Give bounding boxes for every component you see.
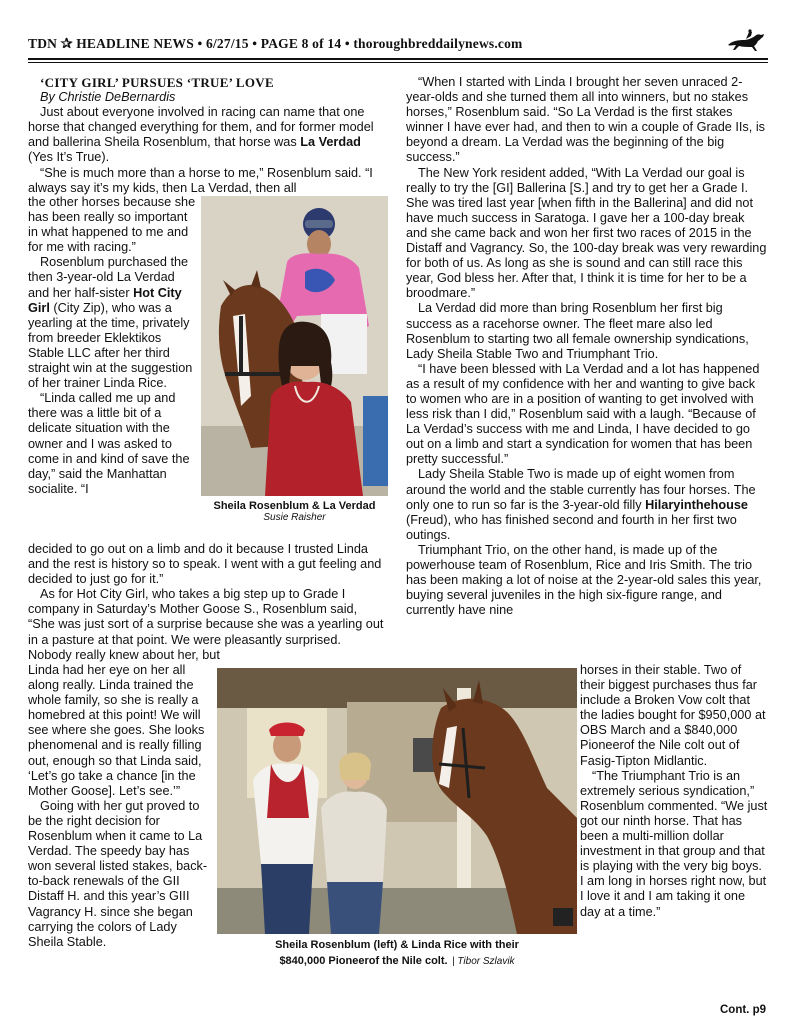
photo1-caption-title: Sheila Rosenblum & La Verdad [213, 500, 376, 512]
photo1-caption [201, 500, 388, 523]
paragraph-cont: Linda had her eye on her all along really. Linda trained the whole family, so she is really a homebred at this point! We will see where she goes. She looks phenomenal and is really filling out, enough so that Linda said, ‘Let’s go take a chance [in the Mother Goose]. Let’s see.’” [28, 663, 205, 798]
paragraph: Triumphant Trio, on the other hand, is made up of the powerhouse team of Rosenblum, Rice and Iris Smith. The trio has been making a lot of noise at the 2-year-old sales this year, buying several juveniles in the high six-figure range, and currently have nine [406, 542, 762, 618]
photo2-caption-separator: | [452, 956, 458, 967]
article-column-left-mid [28, 542, 386, 663]
paragraph-cont: horses in their stable. Two of their biggest purchases thus far include a Broken Vow colt that the ladies bought for $950,000 at OBS March and a $840,000 Pioneerof the Nile colt out of Fasig-Tipton Midlantic. [580, 663, 766, 768]
photo2-caption-credit: Tibor Szlavik [457, 956, 515, 967]
paragraph: The New York resident added, “With La Verdad our goal is really to try the [GI] Ballerina [S.] and try to get her a Grade I. She was tired last year [when fifth in the Ballerina] and did not have much success in Saratoga. I gave her a 100-day break and she came back and won her first two races of 2015 in the Distaff and Vagrancy. So, the 100-day break was very rewarding for both of us. As long as she is sound and can still race this year, God bless her. After that, I think it is time for her to be a broodmare.” [406, 165, 767, 301]
paragraph: “Linda called me up and there was a little bit of a delicate situation with the owner and I was asked to come in and kind of save the day,” said the Manhattan socialite. “I [28, 391, 190, 496]
paragraph: La Verdad did more than bring Rosenblum her first big success as a racehorse owner. The fleet mare also led Rosenblum to starting two all female ownership syndications, Lady Sheila Stable Two and Triumphant Trio. [406, 301, 749, 361]
photo2-caption-line2: $840,000 Pioneerof the Nile colt. [279, 955, 448, 967]
paragraph: Rosenblum purchased the then 3-year-old La Verdad and her half-sister Hot City Girl (City Zip), who was a yearling at the time, privately from breeder Eklektikos Stable LLC after her third straight win at the suggestion of her trainer Linda Rice. [28, 255, 193, 391]
star-icon: ✰ [60, 37, 73, 52]
paragraph: “I have been blessed with La Verdad and a lot has happened as a result of my confidence with her and wanting to give back to women who are in a position of wanting to get involved with less risk than I did,” Rosenblum said with a laugh. “Because of La Verdad’s success with me and Linda, I have decided to go out on a limb and start a syndication for women that has been pretty successful.” [406, 361, 760, 467]
article-headline: ‘CITY GIRL’ PURSUES ‘TRUE’ LOVE [40, 75, 274, 90]
header-rule-thin [28, 62, 768, 63]
photo2-caption-line1: Sheila Rosenblum (left) & Linda Rice with their [275, 939, 519, 951]
photo2-caption [217, 939, 577, 969]
article-column-left-bottom [28, 663, 214, 950]
article-column-right-bottom [580, 663, 768, 920]
paragraph: “When I started with Linda I brought her seven unraced 2-year-olds and she turned them all into winners, but no stakes horses,” Rosenblum said. “So La Verdad is the first stakes winner I have ever had, and then to win a couple of Grade IIs, is beyond a dream. La Verdad was the beginning of the big success.” [406, 75, 765, 165]
paragraph: “The Triumphant Trio is an extremely serious syndication,” Rosenblum commented. “We just got our ninth horse. That has been a multi-million dollar investment in that group and that is playing with the very big boys. I am long in horses right now, but I love it and I am taking it one day at a time.” [580, 768, 768, 919]
paragraph-cont: decided to go out on a limb and do it because I trusted Linda and the rest is history so to speak. I went with a gut feeling and decided to just go for it.” [28, 542, 382, 587]
article-column-left-top [28, 75, 386, 196]
article-byline: By Christie DeBernardis [40, 90, 176, 105]
page-header [28, 36, 768, 56]
paragraph: Going with her gut proved to be the right decision for Rosenblum when it came to La Verdad. The speedy bay has won several listed stakes, back-to-back renewals of the GII Distaff H. and this year’s GIII Vagrancy H. since she began carrying the colors of Lady Sheila Stable. [28, 798, 208, 949]
continued-link[interactable]: Cont. p9 [720, 1004, 766, 1016]
horse-and-rider-icon [724, 28, 768, 54]
photo-illustration [201, 196, 388, 496]
article-column-right-top [406, 75, 768, 618]
header-rule [28, 58, 768, 60]
paragraph: Just about everyone involved in racing can name that one horse that changed everything for them, and for former model and ballerina Sheila Rosenblum, that horse was La Verdad (Yes It’s True). [28, 105, 374, 165]
paragraph: As for Hot City Girl, who takes a big step up to Grade I company in Saturday’s Mother Goose S., Rosenblum said, “She was just sort of a surprise because she was a yearling out in a pasture at that point. We were pleasantly surprised. Nobody really knew about her, but [28, 587, 384, 662]
photo-rosenblum-rice-colt [217, 668, 577, 934]
photo1-caption-credit: Susie Raisher [263, 512, 326, 523]
article-column-left-narrow [28, 195, 198, 497]
photo2-illustration [217, 668, 577, 934]
paragraph: Lady Sheila Stable Two is made up of eight women from around the world and the stable currently has four horses. The only one to run so far is the 3-year-old filly Hilaryinthehouse (Freud), who has finished second and fourth in her first two outings. [406, 467, 756, 542]
paragraph-cont: the other horses because she has been really so important in what happened to me and for me with racing.” [28, 195, 196, 255]
paragraph: “She is much more than a horse to me,” Rosenblum said. “I always say it’s my kids, then La Verdad, then all [28, 165, 373, 195]
header-text: HEADLINE NEWS • 6/27/15 • PAGE 8 of 14 • thoroughbreddailynews.com [76, 36, 523, 51]
header-brand: TDN [28, 36, 58, 51]
photo-rosenblum-la-verdad [201, 196, 388, 496]
